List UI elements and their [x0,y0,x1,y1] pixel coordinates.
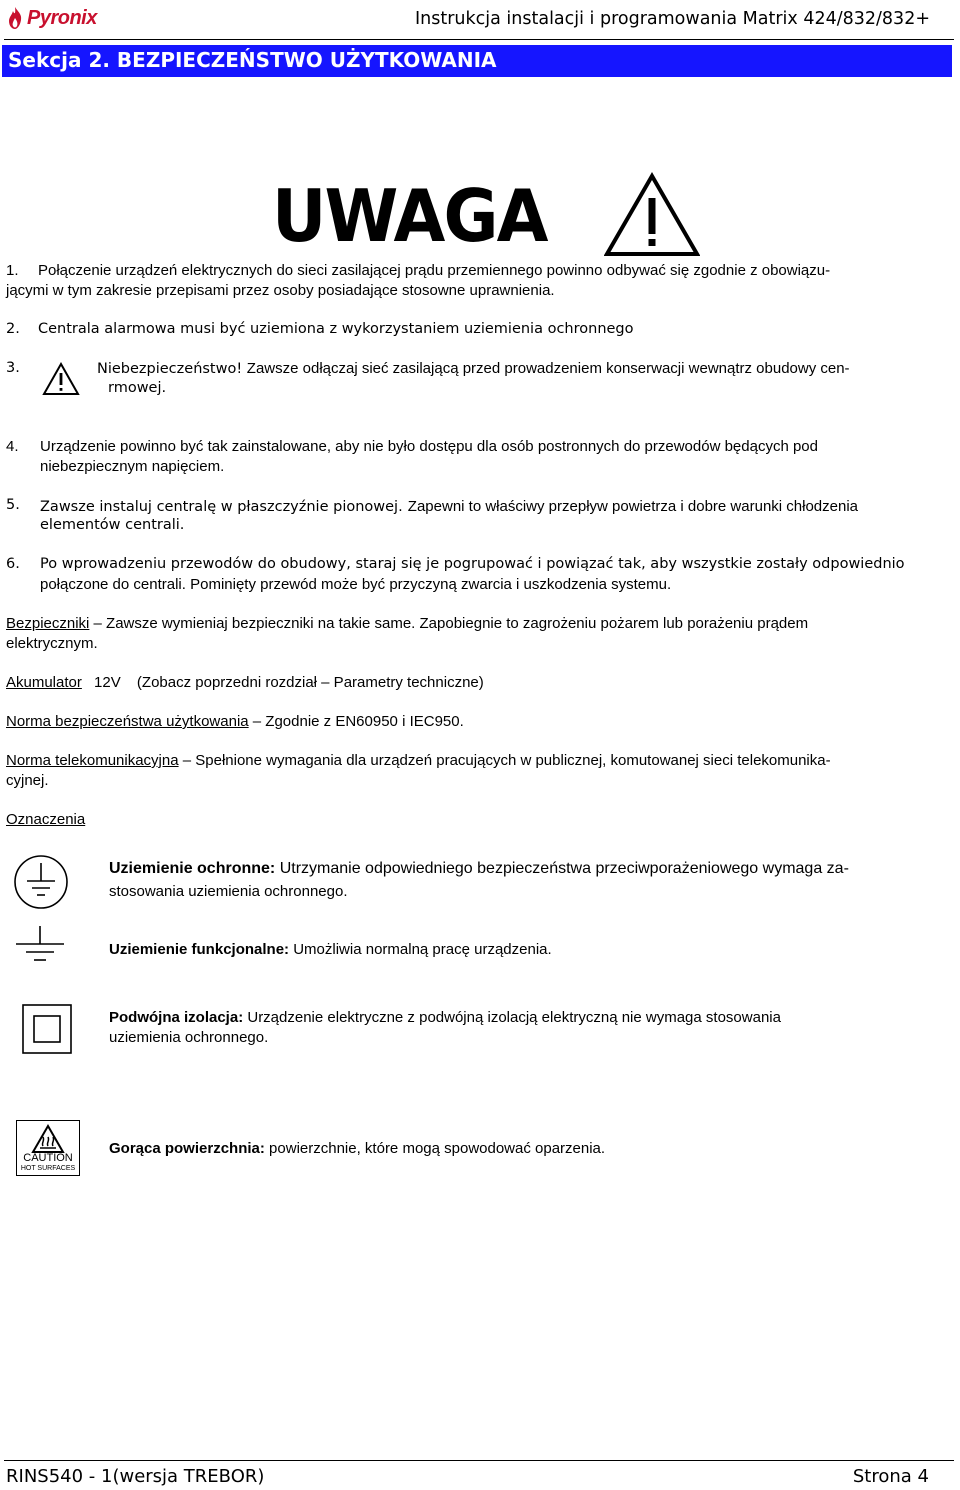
item-text-line: rmowej. [108,380,167,396]
marking-text-line2: uziemienia ochronnego. [109,1028,269,1046]
header-divider [4,39,954,40]
logo [6,6,97,30]
marking-text: powierzchnie, które mogą spowodować oparzenia. [269,1140,606,1157]
document-title: Instrukcja instalacji i programowania Matrix 424/832/832+ [414,9,930,29]
warning-triangle-icon [604,172,700,258]
warning-heading: UWAGA [272,174,547,258]
safety-norm-label: Norma bezpieczeństwa użytkowania [6,713,249,730]
marking-text-line2: stosowania uziemienia ochronnego. [109,883,348,900]
safety-norm-text: – Zgodnie z EN60950 i IEC950. [252,713,464,730]
warning-triangle-icon [42,362,80,396]
item-text-part: Zawsze instaluj centralę w płaszczyźnie pionowej. [40,499,403,515]
marking-title: Uziemienie funkcjonalne: [109,941,290,958]
safety-norm-paragraph [6,712,464,732]
battery-value: 12V [94,674,121,691]
item-text-line: niebezpiecznym napięciem. [40,458,225,475]
section-bar [2,45,952,77]
functional-earth-icon [14,926,66,964]
hot-surface-triangle-icon [31,1124,65,1154]
item-text-line: Urządzenie powinno być tak zainstalowane, aby nie było dostępu dla osób postronnych do przewodów będących pod [40,438,818,455]
telecom-norm-text-line2: cyjnej. [6,771,49,789]
item-number: 2. [6,321,20,337]
fuses-label: Bezpieczniki [6,615,90,632]
marking-title: Podwójna izolacja: [109,1009,244,1026]
danger-label: Niebezpieczeństwo! [97,361,243,377]
item-number: 1. [6,262,19,279]
telecom-norm-text: – Spełnione wymagania dla urządzeń pracujących w publicznej, komutowanej sieci telekomunika- [182,752,831,769]
item-text-line: połączone do centrali. Pominięty przewód może być przyczyną zwarcia i uszkodzenia systemu. [40,576,672,593]
marking-item [109,940,552,960]
fuses-paragraph [6,614,956,653]
marking-text: Urządzenie elektryczne z podwójną izolacją elektryczną nie wymaga stosowania [247,1009,781,1026]
marking-item [109,1008,949,1047]
caution-sign-text: CAUTION [23,1152,73,1164]
marking-item [109,1139,605,1159]
item-text-line: jącymi w tym zakresie przepisami przez osoby posiadające stosowne uprawnienia. [6,282,555,299]
item-number: 3. [6,360,20,376]
item-text-line: Po wprowadzeniu przewodów do obudowy, staraj się je pogrupować i powiązać tak, aby wszystkie zostały odpowiednio [40,556,905,572]
item-text-line: Zawsze odłączaj sieć zasilającą przed prowadzeniem konserwacji wewnątrz obudowy cen- [246,360,850,377]
battery-note: (Zobacz poprzedni rozdział – Parametry techniczne) [136,674,484,691]
fuses-text: – Zawsze wymieniaj bezpieczniki na takie same. Zapobiegnie to zagrożeniu pożarem lub porażeniu prądem [93,615,809,632]
telecom-norm-paragraph [6,751,956,790]
hot-surface-icon [16,1120,80,1176]
marking-text: Utrzymanie odpowiedniego bezpieczeństwa przeciwporażeniowego wymaga za- [279,860,849,877]
marking-title: Gorąca powierzchnia: [109,1140,265,1157]
logo-text: Pyronix [27,6,97,29]
double-insulation-icon [20,1002,74,1056]
section-title: Sekcja 2. BEZPIECZEŃSTWO UŻYTKOWANIA [8,48,497,72]
marking-title: Uziemienie ochronne: [109,860,276,877]
pyronix-logo-icon [6,6,24,30]
footer-page-number: Strona 4 [852,1466,929,1487]
battery-paragraph [6,673,484,693]
item-text-line: Połączenie urządzeń elektrycznych do sieci zasilającej prądu przemiennego powinno odbywać się zgodnie z obowiązu- [38,262,831,279]
protective-earth-icon [12,853,70,911]
marking-text: Umożliwia normalną pracę urządzenia. [293,941,552,958]
battery-label: Akumulator [6,674,82,691]
footer-divider [4,1460,954,1461]
marking-item [109,857,949,903]
item-text-line: Centrala alarmowa musi być uziemiona z wykorzystaniem uziemienia ochronnego [38,321,634,337]
telecom-norm-label: Norma telekomunikacyjna [6,752,179,769]
item-number: 4. [6,438,19,455]
item-number: 6. [6,556,20,572]
item-text-part: Zapewni to właściwy przepływ powietrza i dobre warunki chłodzenia [407,498,859,515]
markings-heading: Oznaczenia [6,811,86,828]
hot-surfaces-sign-text: HOT SURFACES [20,1165,76,1172]
footer-document-code: RINS540 - 1(wersja TREBOR) [6,1466,265,1487]
item-text-line: elementów centrali. [40,517,185,533]
item-number: 5. [6,497,20,513]
fuses-text-line2: elektrycznym. [6,634,98,652]
